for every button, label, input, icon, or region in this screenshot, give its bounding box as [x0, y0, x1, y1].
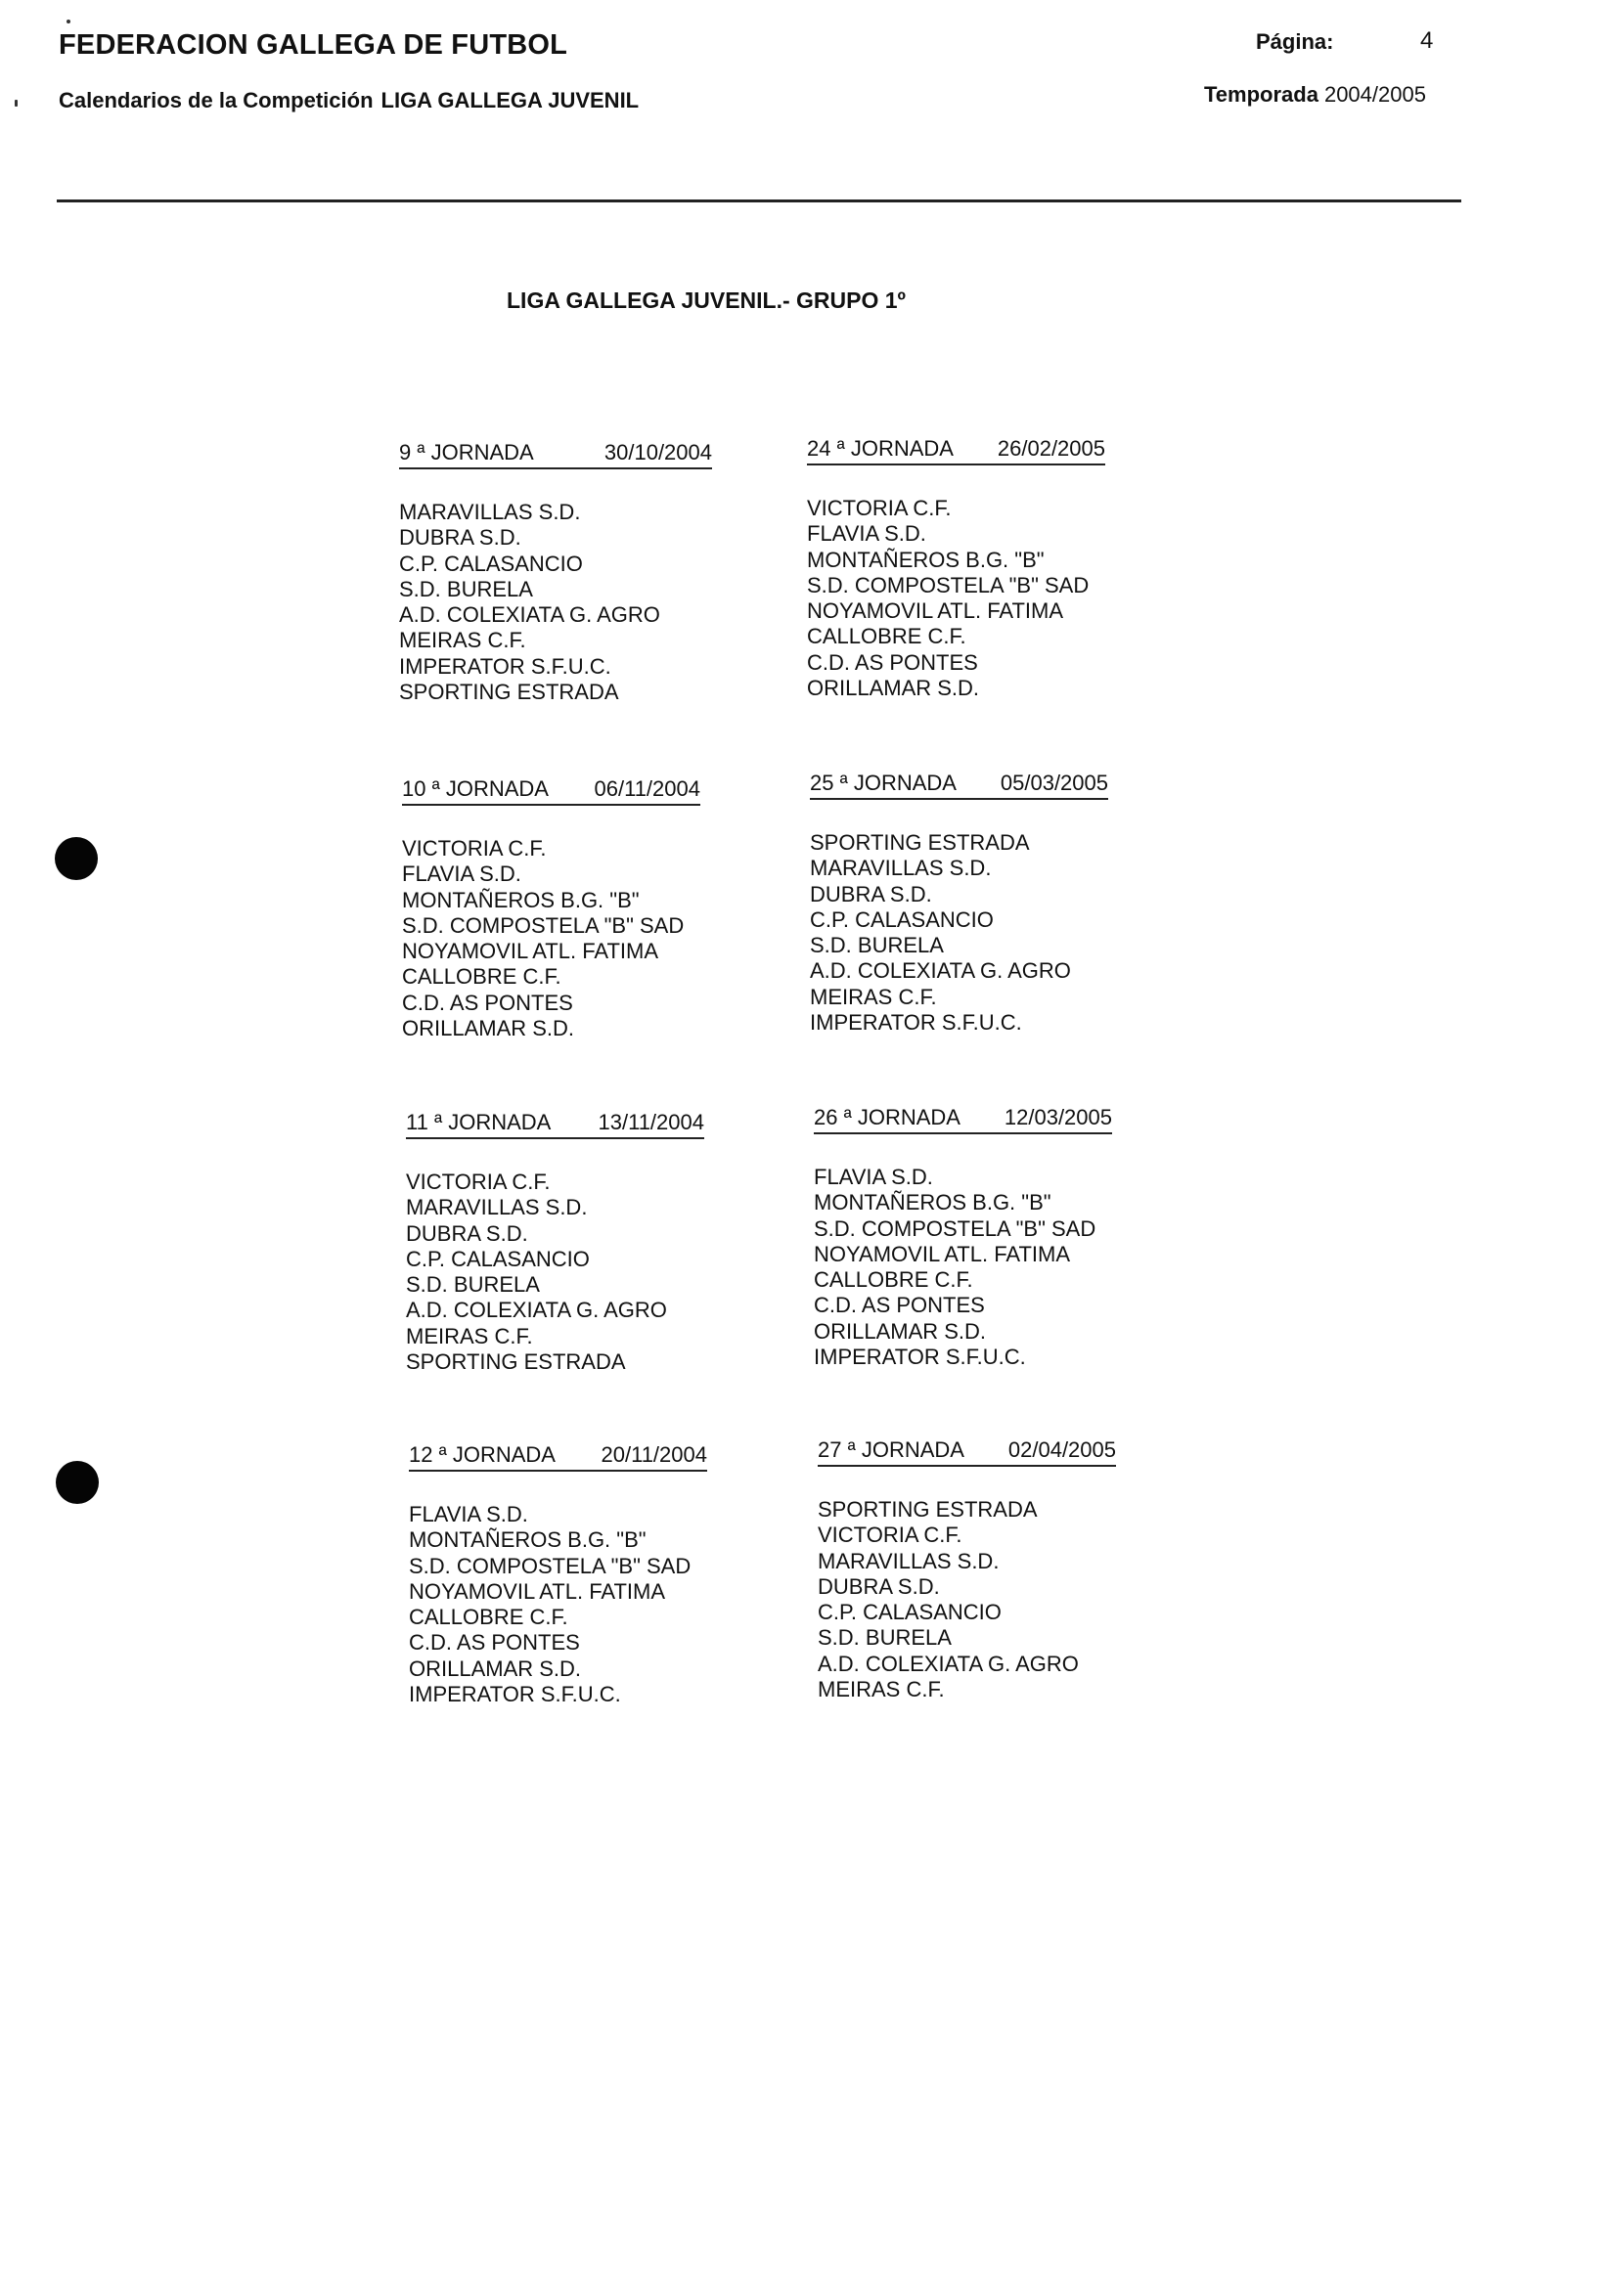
team-name: ORILLAMAR S.D. — [807, 676, 980, 701]
punch-hole — [55, 837, 98, 880]
season-value: 2004/2005 — [1323, 82, 1426, 107]
team-name: CALLOBRE C.F. — [409, 1605, 568, 1630]
season-line — [1204, 82, 1426, 108]
team-name: SPORTING ESTRADA — [406, 1349, 626, 1375]
team-name: MEIRAS C.F. — [406, 1323, 533, 1348]
jornada-block — [814, 1105, 1112, 1370]
jornada-header — [807, 436, 1105, 465]
competition-name: LIGA GALLEGA JUVENIL — [380, 88, 640, 112]
team-name: A.D. COLEXIATA G. AGRO — [399, 602, 660, 628]
jornada-date: 02/04/2005 — [1007, 1437, 1116, 1462]
jornada-label: 27 ª JORNADA — [818, 1437, 964, 1462]
team-name: A.D. COLEXIATA G. AGRO — [406, 1298, 667, 1323]
jornada-block — [406, 1110, 704, 1375]
jornada-label: 26 ª JORNADA — [814, 1105, 960, 1129]
jornada-label: 12 ª JORNADA — [409, 1442, 556, 1467]
jornada-date: 26/02/2005 — [997, 436, 1105, 461]
punch-hole — [56, 1461, 99, 1504]
team-name: DUBRA S.D. — [399, 525, 521, 551]
team-name: A.D. COLEXIATA G. AGRO — [818, 1651, 1079, 1676]
team-name: ORILLAMAR S.D. — [814, 1318, 987, 1344]
team-name: IMPERATOR S.F.U.C. — [399, 653, 611, 679]
page-label: Página: — [1256, 29, 1334, 54]
jornada-block — [402, 776, 700, 1041]
team-name: S.D. COMPOSTELA "B" SAD — [814, 1215, 1096, 1241]
team-name: DUBRA S.D. — [818, 1573, 940, 1599]
team-name: FLAVIA S.D. — [814, 1165, 933, 1189]
team-name: MARAVILLAS S.D. — [818, 1548, 1000, 1573]
competition-subtitle — [59, 88, 639, 113]
team-name: MARAVILLAS S.D. — [399, 500, 581, 524]
jornada-date: 20/11/2004 — [601, 1442, 707, 1467]
header-divider — [57, 199, 1461, 202]
team-name: NOYAMOVIL ATL. FATIMA — [409, 1578, 666, 1604]
team-name: S.D. BURELA — [399, 576, 533, 601]
team-name: S.D. COMPOSTELA "B" SAD — [409, 1553, 692, 1578]
organization-title: FEDERACION GALLEGA DE FUTBOL — [59, 29, 568, 61]
team-name: NOYAMOVIL ATL. FATIMA — [402, 939, 659, 964]
team-name: IMPERATOR S.F.U.C. — [810, 1010, 1022, 1036]
team-list — [399, 500, 712, 705]
team-name: MONTAÑEROS B.G. "B" — [402, 887, 640, 912]
team-name: MARAVILLAS S.D. — [406, 1195, 588, 1220]
team-name: S.D. BURELA — [810, 933, 944, 958]
jornada-header — [399, 440, 712, 469]
team-name: SPORTING ESTRADA — [818, 1497, 1038, 1522]
scan-speck — [67, 20, 70, 23]
jornada-block — [399, 440, 712, 705]
team-name: MARAVILLAS S.D. — [810, 856, 992, 881]
team-name: MONTAÑEROS B.G. "B" — [814, 1190, 1051, 1215]
jornada-block — [807, 436, 1105, 701]
team-name: C.P. CALASANCIO — [810, 906, 994, 932]
jornada-header — [814, 1105, 1112, 1134]
team-name: MEIRAS C.F. — [399, 628, 526, 653]
team-list — [818, 1497, 1116, 1702]
jornada-header — [810, 771, 1108, 800]
team-name: CALLOBRE C.F. — [807, 624, 966, 649]
team-name: DUBRA S.D. — [810, 881, 932, 906]
jornada-block — [818, 1437, 1116, 1702]
team-name: NOYAMOVIL ATL. FATIMA — [807, 598, 1064, 624]
team-name: IMPERATOR S.F.U.C. — [409, 1682, 621, 1707]
team-name: C.D. AS PONTES — [409, 1630, 580, 1656]
team-name: MEIRAS C.F. — [818, 1677, 945, 1702]
team-name: VICTORIA C.F. — [818, 1523, 962, 1548]
jornada-label: 25 ª JORNADA — [810, 771, 957, 795]
team-name: FLAVIA S.D. — [402, 861, 521, 887]
jornada-label: 10 ª JORNADA — [402, 776, 549, 801]
team-name: S.D. COMPOSTELA "B" SAD — [807, 572, 1090, 597]
jornada-date: 06/11/2004 — [594, 776, 700, 801]
team-name: VICTORIA C.F. — [402, 836, 547, 861]
team-list — [814, 1165, 1112, 1370]
team-name: FLAVIA S.D. — [807, 521, 926, 547]
team-name: S.D. BURELA — [406, 1272, 540, 1298]
team-name: MEIRAS C.F. — [810, 984, 937, 1009]
team-name: C.D. AS PONTES — [814, 1293, 985, 1318]
team-name: IMPERATOR S.F.U.C. — [814, 1345, 1026, 1370]
team-name: VICTORIA C.F. — [807, 496, 952, 520]
team-name: SPORTING ESTRADA — [810, 830, 1030, 855]
team-name: CALLOBRE C.F. — [814, 1267, 973, 1293]
team-name: SPORTING ESTRADA — [399, 680, 619, 705]
season-label: Temporada — [1204, 82, 1318, 107]
team-name: S.D. BURELA — [818, 1625, 952, 1651]
jornada-date: 13/11/2004 — [598, 1110, 704, 1134]
jornada-header — [406, 1110, 704, 1139]
team-name: VICTORIA C.F. — [406, 1170, 551, 1194]
team-name: A.D. COLEXIATA G. AGRO — [810, 958, 1071, 984]
jornada-header — [818, 1437, 1116, 1467]
group-title: LIGA GALLEGA JUVENIL.- GRUPO 1º — [507, 287, 906, 313]
team-name: CALLOBRE C.F. — [402, 964, 561, 990]
team-name: FLAVIA S.D. — [409, 1502, 528, 1526]
team-name: MONTAÑEROS B.G. "B" — [409, 1527, 647, 1553]
team-name: ORILLAMAR S.D. — [402, 1016, 575, 1041]
team-name: C.P. CALASANCIO — [399, 551, 583, 576]
team-name: S.D. COMPOSTELA "B" SAD — [402, 912, 685, 938]
team-name: DUBRA S.D. — [406, 1220, 528, 1246]
team-name: C.P. CALASANCIO — [406, 1246, 590, 1271]
team-list — [402, 836, 700, 1041]
jornada-date: 12/03/2005 — [1004, 1105, 1112, 1129]
jornada-label: 24 ª JORNADA — [807, 436, 954, 461]
subtitle-text: Calendarios de la Competición — [59, 88, 374, 112]
team-name: NOYAMOVIL ATL. FATIMA — [814, 1241, 1071, 1266]
jornada-header — [409, 1442, 707, 1472]
jornada-date: 05/03/2005 — [1000, 771, 1108, 795]
team-name: C.D. AS PONTES — [807, 649, 978, 675]
jornada-date: 30/10/2004 — [603, 440, 712, 464]
team-list — [810, 830, 1108, 1036]
jornada-block — [409, 1442, 707, 1707]
team-name: ORILLAMAR S.D. — [409, 1656, 582, 1681]
team-list — [406, 1170, 704, 1375]
jornada-label: 9 ª JORNADA — [399, 440, 534, 464]
jornada-label: 11 ª JORNADA — [406, 1110, 552, 1134]
page-number: 4 — [1420, 27, 1434, 54]
scan-speck — [15, 100, 18, 107]
team-name: C.P. CALASANCIO — [818, 1600, 1002, 1625]
team-name: C.D. AS PONTES — [402, 990, 573, 1015]
team-name: MONTAÑEROS B.G. "B" — [807, 547, 1045, 572]
team-list — [409, 1502, 707, 1707]
jornada-header — [402, 776, 700, 806]
jornada-block — [810, 771, 1108, 1036]
team-list — [807, 496, 1105, 701]
